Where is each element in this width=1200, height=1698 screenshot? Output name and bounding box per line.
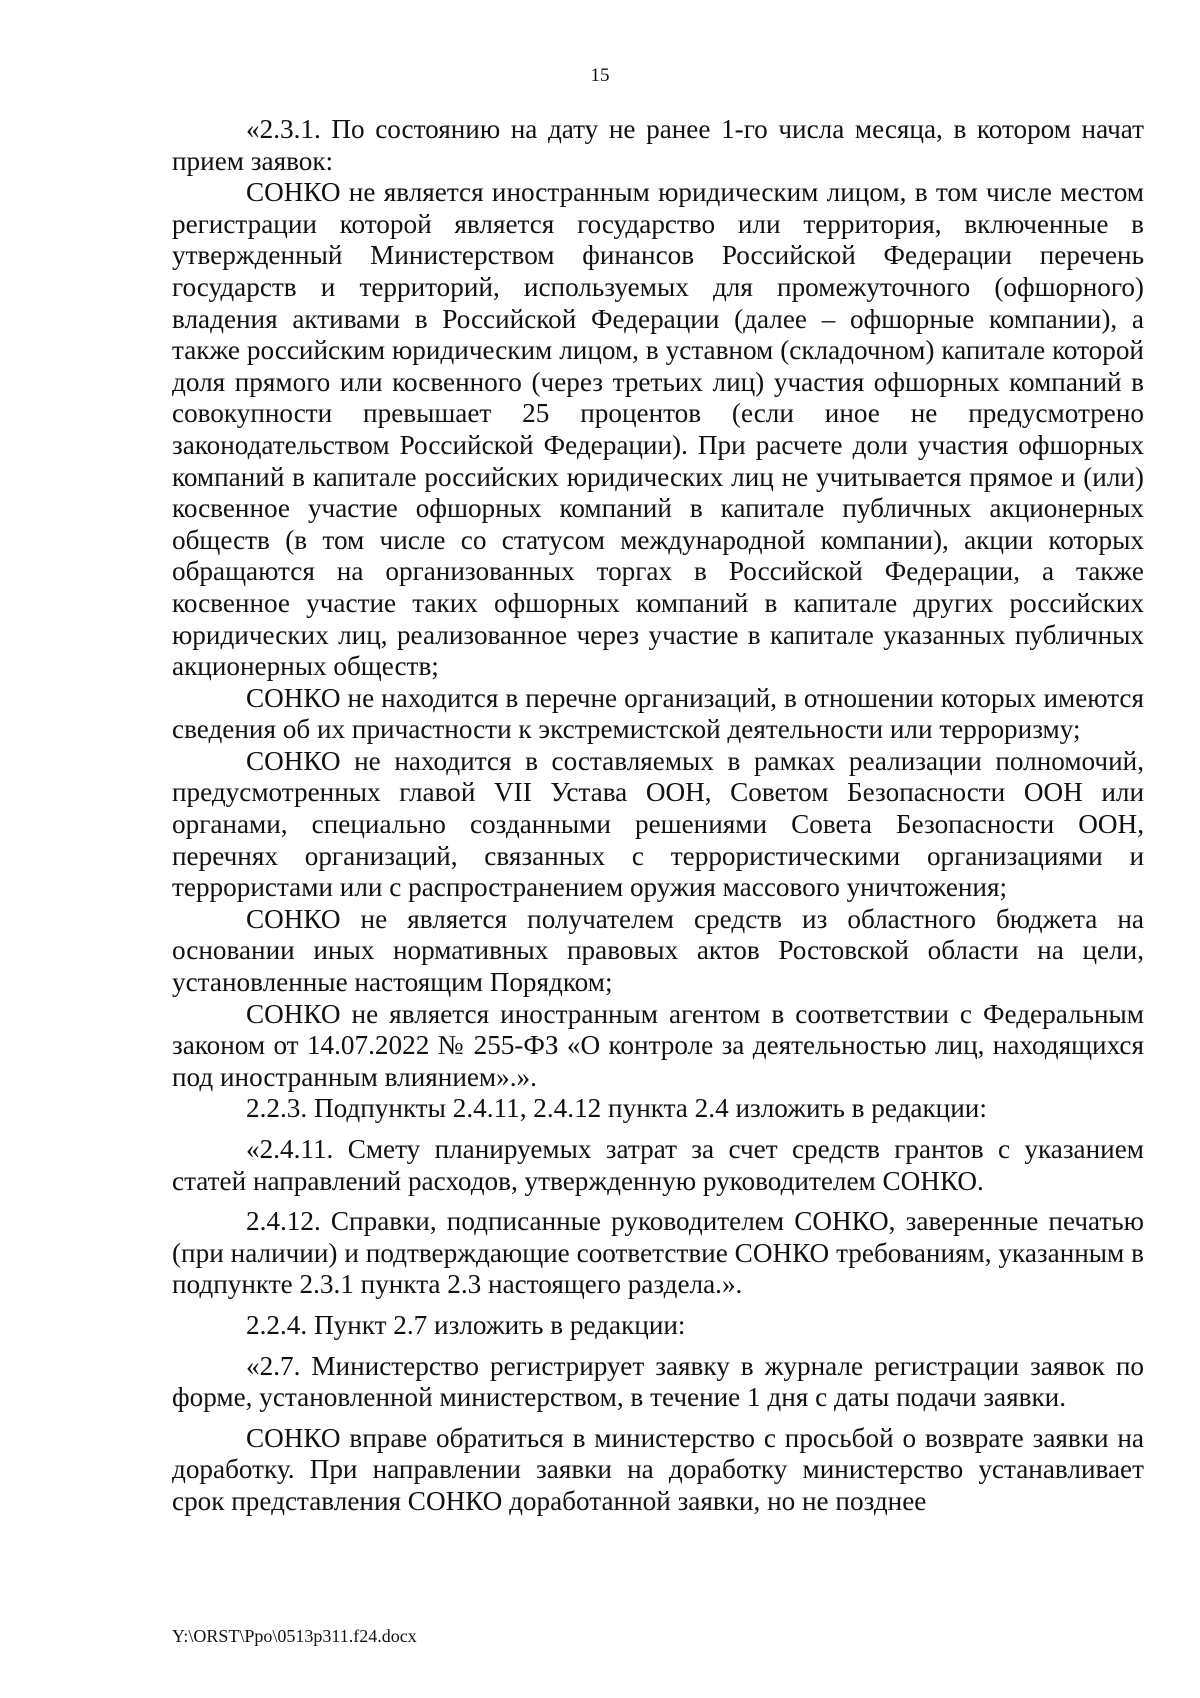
paragraph-budget-condition: СОНКО не является получателем средств из областного бюджета на основании иных нормативных правовых актов Ростовской области на цели, установленные настоящим Порядком; (172, 903, 1144, 998)
paragraph-extremism-condition: СОНКО не находится в перечне организаций, в отношении которых имеются сведения об их причастности к экстремистской деятельности или терроризму; (172, 682, 1144, 745)
paragraph-un-list-condition: СОНКО не находится в составляемых в рамках реализации полномочий, предусмотренных главой VII Устава ООН, Советом Безопасности ООН или органами, специально созданными решениями Совета Безопасности ООН, перечнях организаций, связанных с террористическими организациями и террористами или с распространением оружия массового уничтожения; (172, 745, 1144, 903)
paragraph-2-4-12: 2.4.12. Справки, подписанные руководителем СОНКО, заверенные печатью (при наличии) и подтверждающие соответствие СОНКО требованиям, указанным в подпункте 2.3.1 пункта 2.3 настоящего раздела.». (172, 1206, 1144, 1300)
paragraph-return-for-revision: СОНКО вправе обратиться в министерство с просьбой о возврате заявки на доработку. При направлении заявки на доработку министерство устанавливает срок представления СОНКО доработанной заявки, но не позднее (172, 1422, 1144, 1516)
paragraph-2-4-11: «2.4.11. Смету планируемых затрат за счет средств грантов с указанием статей направлений расходов, утвержденную руководителем СОНКО. (172, 1134, 1144, 1196)
paragraph-foreign-agent-condition: СОНКО не является иностранным агентом в соответствии с Федеральным законом от 14.07.2022 № 255-ФЗ «О контроле за деятельностью лиц, находящихся под иностранным влиянием».». (172, 998, 1144, 1092)
footer-file-path: Y:\ORST\Ppo\0513p311.f24.docx (172, 1626, 417, 1646)
paragraph-2-7: «2.7. Министерство регистрирует заявку в журнале регистрации заявок по форме, установленной министерством, в течение 1 дня с даты подачи заявки. (172, 1350, 1144, 1413)
paragraph-2-2-4: 2.2.4. Пункт 2.7 изложить в редакции: (246, 1309, 686, 1340)
page-number: 15 (590, 65, 610, 86)
paragraph-2-2-3: 2.2.3. Подпункты 2.4.11, 2.4.12 пункта 2.4 изложить в редакции: (246, 1093, 987, 1124)
paragraph-offshore-condition: СОНКО не является иностранным юридическим лицом, в том числе местом регистрации которой является государство или территория, включенные в утвержденный Министерством финансов Российской Федерации перечень государств и территорий, используемых для промежуточного (офшорного) владения активами в Российской Федерации (далее – офшорные компании), а также российским юридическим лицом, в уставном (складочном) капитале которой доля прямого или косвенного (через третьих лиц) участия офшорных компаний в совокупности превышает 25 процентов (если иное не предусмотрено законодательством Российской Федерации). При расчете доли участия офшорных компаний в капитале российских юридических лиц не учитывается прямое и (или) косвенное участие офшорных компаний в капитале публичных акционерных обществ (в том числе со статусом международной компании), акции которых обращаются на организованных торгах в Российской Федерации, а также косвенное участие таких офшорных компаний в капитале других российских юридических лиц, реализованное через участие в капитале указанных публичных акционерных обществ; (172, 177, 1144, 682)
document-body (172, 114, 1144, 1518)
paragraph-2-3-1-heading: «2.3.1. По состоянию на дату не ранее 1-го числа месяца, в котором начат прием заявок: (172, 114, 1144, 176)
